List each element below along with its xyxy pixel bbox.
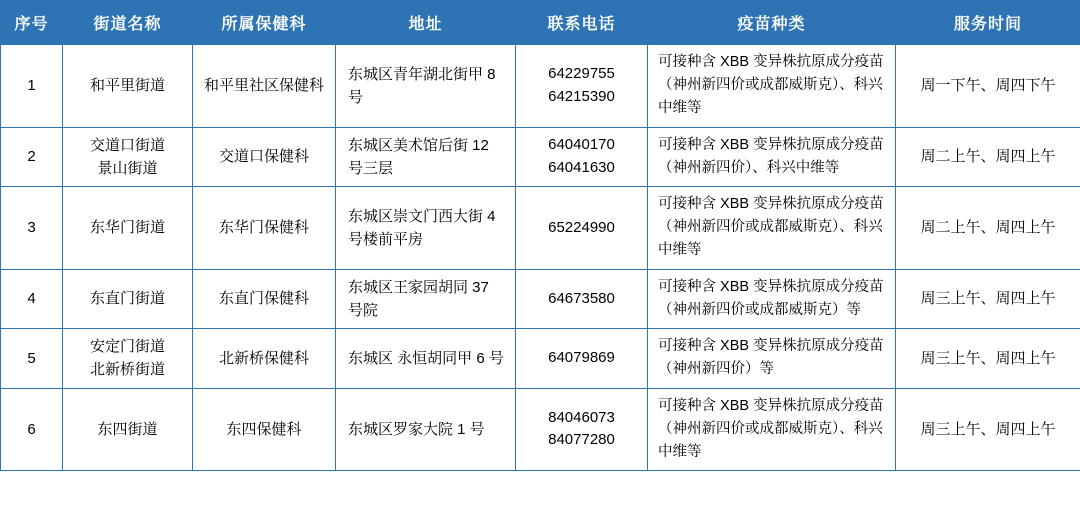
cell-index: 5	[1, 329, 63, 389]
table-row	[1, 187, 1080, 270]
cell-street-line: 和平里街道	[89, 77, 165, 95]
cell-index: 1	[1, 45, 63, 128]
table-row	[1, 45, 1080, 128]
cell-phone-line: 84077280	[548, 431, 615, 449]
cell-time: 周二上午、周四上午	[896, 187, 1080, 270]
cell-street	[63, 187, 193, 270]
column-header-address: 地址	[336, 1, 516, 45]
cell-dept: 东华门保健科	[193, 187, 336, 270]
cell-street	[63, 329, 193, 389]
cell-address: 东城区罗家大院 1 号	[336, 388, 516, 471]
cell-index: 6	[1, 388, 63, 471]
cell-dept: 东四保健科	[193, 388, 336, 471]
cell-index: 4	[1, 269, 63, 329]
cell-phone	[516, 269, 648, 329]
cell-street-line: 交道口街道	[89, 136, 165, 154]
cell-street-line: 北新桥街道	[89, 361, 165, 379]
cell-phone	[516, 127, 648, 187]
column-header-time: 服务时间	[896, 1, 1080, 45]
cell-street-line: 景山街道	[97, 159, 158, 177]
cell-address: 东城区崇文门西大街 4 号楼前平房	[336, 187, 516, 270]
cell-phone-line: 64215390	[548, 87, 615, 105]
cell-vaccine: 可接种含 XBB 变异株抗原成分疫苗（神州新四价）、科兴中维等	[648, 127, 896, 187]
cell-vaccine: 可接种含 XBB 变异株抗原成分疫苗（神州新四价或成都威斯克）、科兴中维等	[648, 45, 896, 128]
cell-phone	[516, 329, 648, 389]
cell-time: 周三上午、周四上午	[896, 269, 1080, 329]
cell-address: 东城区王家园胡同 37 号院	[336, 269, 516, 329]
cell-phone-line: 64041630	[548, 158, 615, 176]
table-row	[1, 269, 1080, 329]
cell-vaccine: 可接种含 XBB 变异株抗原成分疫苗（神州新四价或成都威斯克）、科兴中维等	[648, 388, 896, 471]
cell-vaccine: 可接种含 XBB 变异株抗原成分疫苗（神州新四价）等	[648, 329, 896, 389]
cell-street-line: 东四街道	[97, 420, 158, 438]
column-header-phone: 联系电话	[516, 1, 648, 45]
cell-index: 3	[1, 187, 63, 270]
column-header-dept: 所属保健科	[193, 1, 336, 45]
cell-street-line: 东华门街道	[89, 219, 165, 237]
cell-phone-line: 84046073	[548, 408, 615, 426]
table-row	[1, 329, 1080, 389]
cell-phone-line: 64079869	[548, 349, 615, 367]
table-header	[1, 1, 1080, 45]
cell-index: 2	[1, 127, 63, 187]
cell-street-line: 东直门街道	[89, 290, 165, 308]
cell-time: 周一下午、周四下午	[896, 45, 1080, 128]
cell-street-line: 安定门街道	[89, 338, 165, 356]
cell-vaccine: 可接种含 XBB 变异株抗原成分疫苗（神州新四价或成都威斯克）、科兴中维等	[648, 187, 896, 270]
cell-dept: 东直门保健科	[193, 269, 336, 329]
cell-address: 东城区美术馆后街 12 号三层	[336, 127, 516, 187]
table-header-row	[1, 1, 1080, 45]
cell-phone	[516, 388, 648, 471]
table-body	[1, 45, 1080, 471]
cell-dept: 北新桥保健科	[193, 329, 336, 389]
cell-phone	[516, 187, 648, 270]
cell-street	[63, 388, 193, 471]
column-header-vaccine: 疫苗种类	[648, 1, 896, 45]
cell-dept: 和平里社区保健科	[193, 45, 336, 128]
cell-street	[63, 127, 193, 187]
cell-time: 周三上午、周四上午	[896, 388, 1080, 471]
table-row	[1, 388, 1080, 471]
cell-phone-line: 64040170	[548, 136, 615, 154]
cell-street	[63, 269, 193, 329]
cell-vaccine: 可接种含 XBB 变异株抗原成分疫苗（神州新四价或成都威斯克）等	[648, 269, 896, 329]
cell-address: 东城区青年湖北街甲 8 号	[336, 45, 516, 128]
cell-phone-line: 64229755	[548, 65, 615, 83]
column-header-street: 街道名称	[63, 1, 193, 45]
cell-address: 东城区 永恒胡同甲 6 号	[336, 329, 516, 389]
table-row	[1, 127, 1080, 187]
cell-phone	[516, 45, 648, 128]
column-header-index: 序号	[1, 1, 63, 45]
cell-dept: 交道口保健科	[193, 127, 336, 187]
cell-phone-line: 64673580	[548, 289, 615, 307]
cell-time: 周二上午、周四上午	[896, 127, 1080, 187]
cell-time: 周三上午、周四上午	[896, 329, 1080, 389]
cell-street	[63, 45, 193, 128]
cell-phone-line: 65224990	[548, 218, 615, 236]
